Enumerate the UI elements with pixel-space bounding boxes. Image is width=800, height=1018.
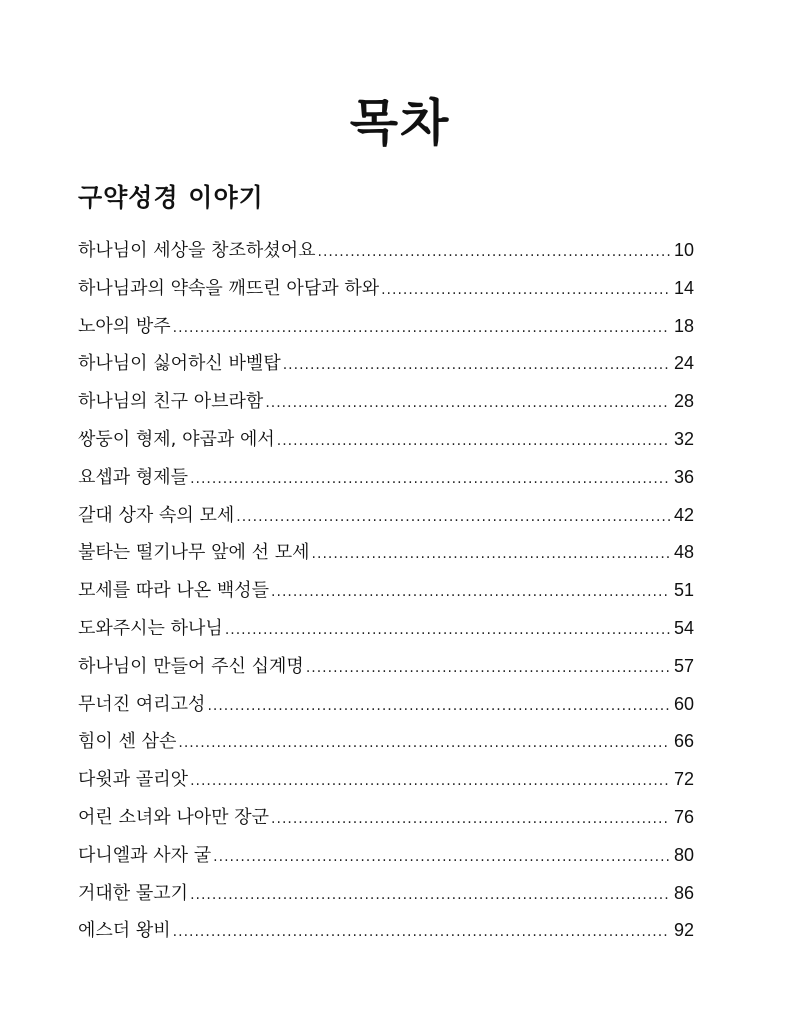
- toc-entry-title: 노아의 방주: [78, 315, 171, 337]
- toc-entry-page-number: 72: [673, 769, 694, 790]
- toc-entry[interactable]: [78, 345, 694, 383]
- dot-leader: [190, 763, 670, 799]
- toc-entry-page-number: 24: [673, 353, 694, 374]
- toc-entry-title: 하나님의 친구 아브라함: [78, 391, 264, 413]
- toc-entry-title: 하나님이 만들어 주신 십계명: [78, 655, 304, 677]
- toc-entry[interactable]: [78, 723, 694, 761]
- toc-entry[interactable]: [78, 799, 694, 837]
- toc-entry-page-number: 86: [673, 882, 694, 903]
- dot-leader: [190, 877, 670, 913]
- dot-leader: [271, 574, 670, 610]
- toc-entry[interactable]: [78, 232, 694, 270]
- dot-leader: [271, 801, 670, 837]
- toc-entry[interactable]: [78, 912, 694, 950]
- toc-entry[interactable]: [78, 875, 694, 913]
- toc-entry-page-number: 28: [673, 391, 694, 412]
- toc-entry-title: 갈대 상자 속의 모세: [78, 504, 235, 526]
- dot-leader: [306, 650, 670, 686]
- toc-entry[interactable]: [78, 270, 694, 308]
- toc-entry-title: 하나님이 싫어하신 바벨탑: [78, 353, 281, 375]
- dot-leader: [283, 347, 670, 383]
- dot-leader: [312, 536, 670, 572]
- dot-leader: [225, 612, 670, 648]
- toc-entry[interactable]: [78, 761, 694, 799]
- toc-entry-title: 어린 소녀와 나아만 장군: [78, 806, 270, 828]
- toc-entry[interactable]: [78, 610, 694, 648]
- dot-leader: [236, 499, 670, 535]
- page-title: 목차: [349, 94, 451, 152]
- toc-entry[interactable]: [78, 572, 694, 610]
- toc-entry-page-number: 36: [673, 466, 694, 487]
- toc-entry-page-number: 42: [673, 504, 694, 525]
- toc-entry[interactable]: [78, 421, 694, 459]
- toc-entry-page-number: 32: [673, 428, 694, 449]
- toc-entry-title: 모세를 따라 나온 백성들: [78, 580, 270, 602]
- toc-entry[interactable]: [78, 308, 694, 346]
- toc-entry-title: 쌍둥이 형제, 야곱과 에서: [78, 428, 275, 450]
- toc-entry[interactable]: [78, 534, 694, 572]
- toc-entry-page-number: 51: [673, 580, 694, 601]
- toc-entry-title: 다니엘과 사자 굴: [78, 844, 212, 866]
- toc-entry[interactable]: [78, 459, 694, 497]
- toc-entry-title: 다윗과 골리앗: [78, 769, 189, 791]
- section-heading: 구약성경 이야기: [78, 183, 264, 212]
- toc-entry-title: 에스더 왕비: [78, 920, 171, 942]
- dot-leader: [318, 234, 670, 270]
- toc-entry[interactable]: [78, 383, 694, 421]
- dot-leader: [265, 385, 670, 421]
- toc-entry-page-number: 18: [673, 315, 694, 336]
- dot-leader: [207, 688, 670, 724]
- dot-leader: [277, 423, 670, 459]
- toc-entry-page-number: 48: [673, 542, 694, 563]
- toc-entry-title: 하나님이 세상을 창조하셨어요: [78, 240, 316, 261]
- toc-entry-title: 요셉과 형제들: [78, 466, 189, 488]
- dot-leader: [178, 725, 670, 761]
- toc-entry-title: 무너진 여리고성: [78, 693, 206, 715]
- toc-entry-page-number: 14: [673, 277, 694, 298]
- dot-leader: [173, 914, 670, 950]
- toc-entry-title: 하나님과의 약속을 깨뜨린 아담과 하와: [78, 277, 380, 299]
- toc-entry-page-number: 10: [673, 240, 694, 260]
- toc-entry-page-number: 80: [673, 844, 694, 865]
- toc-entry-page-number: 76: [673, 806, 694, 827]
- toc-entry[interactable]: [78, 648, 694, 686]
- toc-entry-title: 거대한 물고기: [78, 882, 189, 904]
- toc-entry-page-number: 57: [673, 655, 694, 676]
- dot-leader: [213, 839, 670, 875]
- dot-leader: [381, 272, 670, 308]
- toc-entry[interactable]: [78, 837, 694, 875]
- toc-entry-page-number: 60: [673, 693, 694, 714]
- toc-entry-page-number: 92: [673, 920, 694, 941]
- dot-leader: [173, 310, 670, 346]
- toc-entry-page-number: 66: [673, 731, 694, 752]
- toc-list: [78, 232, 694, 950]
- toc-entry-title: 힘이 센 삼손: [78, 731, 177, 753]
- toc-entry[interactable]: [78, 686, 694, 724]
- toc-entry-title: 도와주시는 하나님: [78, 617, 223, 639]
- toc-entry[interactable]: [78, 497, 694, 535]
- toc-entry-page-number: 54: [673, 617, 694, 638]
- toc-entry-title: 불타는 떨기나무 앞에 선 모세: [78, 542, 310, 564]
- dot-leader: [190, 461, 670, 497]
